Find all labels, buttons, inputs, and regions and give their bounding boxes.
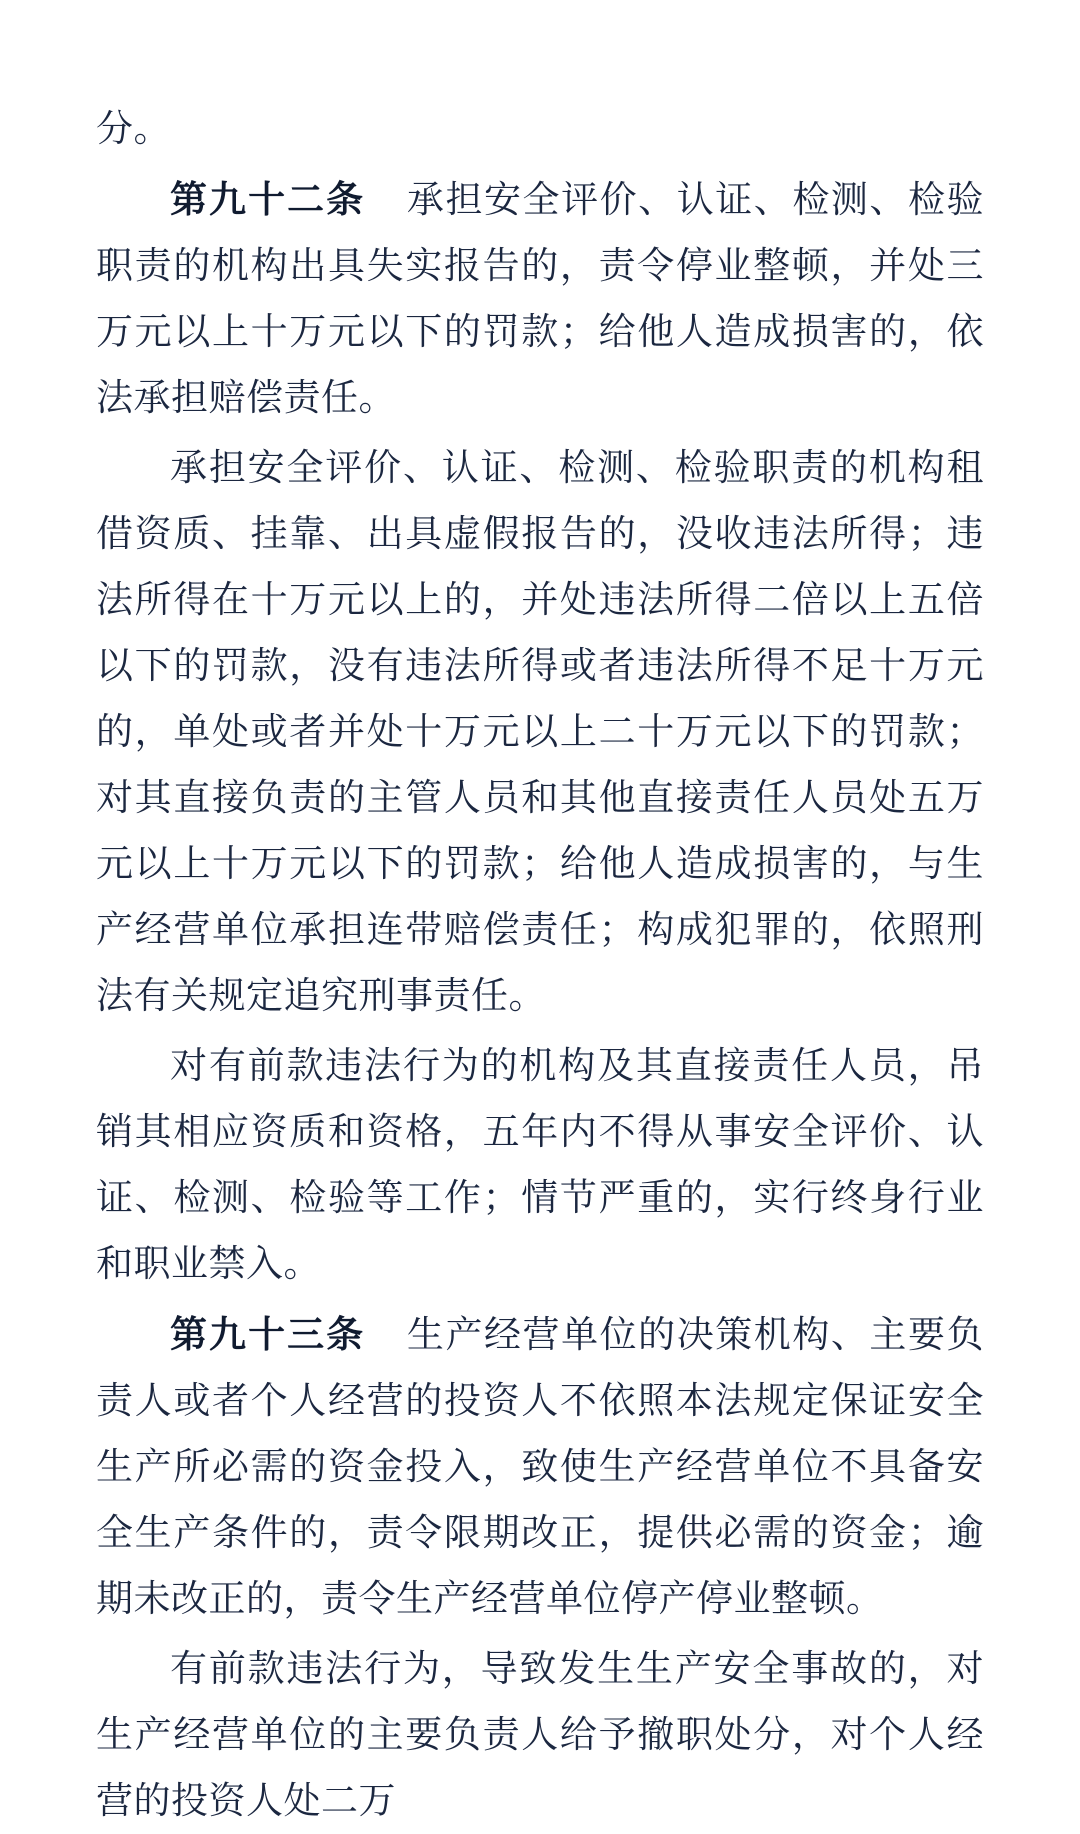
article-92-paragraph-3-content: 对有前款违法行为的机构及其直接责任人员，吊销其相应资质和资格，五年内不得从事安全评价、认证、检测、检验等工作；情节严重的，实行终身行业和职业禁入。 [96,1044,984,1285]
article-92-paragraph-2-content: 承担安全评价、认证、检测、检验职责的机构租借资质、挂靠、出具虚假报告的，没收违法所得；违法所得在十万元以上的，并处违法所得二倍以上五倍以下的罚款，没有违法所得或者违法所得不足十万元的，单处或者并处十万元以上二十万元以下的罚款；对其直接负责的主管人员和其他直接责任人员处五万元以上十万元以下的罚款；给他人造成损害的，与生产经营单位承担连带赔偿责任；构成犯罪的，依照刑法有关规定追究刑事责任。 [96,446,984,1017]
article-92 [96,166,984,431]
article-92-paragraph-3 [96,1033,984,1297]
article-93-content: 生产经营单位的决策机构、主要负责人或者个人经营的投资人不依照本法规定保证安全生产所必需的资金投入，致使生产经营单位不具备安全生产条件的，责令限期改正，提供必需的资金；逾期未改正的，责令生产经营单位停产停业整顿。 [96,1313,984,1620]
continued-text-content: 分。 [96,107,171,150]
document-body [96,96,984,1834]
article-92-content: 承担安全评价、认证、检测、检验职责的机构出具失实报告的，责令停业整顿，并处三万元以上十万元以下的罚款；给他人造成损害的，依法承担赔偿责任。 [96,178,984,419]
article-92-paragraph-2 [96,435,984,1029]
article-number-93: 第九十三条 [170,1312,366,1356]
article-number-92: 第九十二条 [170,177,366,221]
article-93 [96,1301,984,1632]
article-93-paragraph-2 [96,1636,984,1834]
continued-text [96,96,984,162]
article-93-paragraph-2-content: 有前款违法行为，导致发生生产安全事故的，对生产经营单位的主要负责人给予撤职处分，对个人经营的投资人处二万 [96,1647,984,1822]
